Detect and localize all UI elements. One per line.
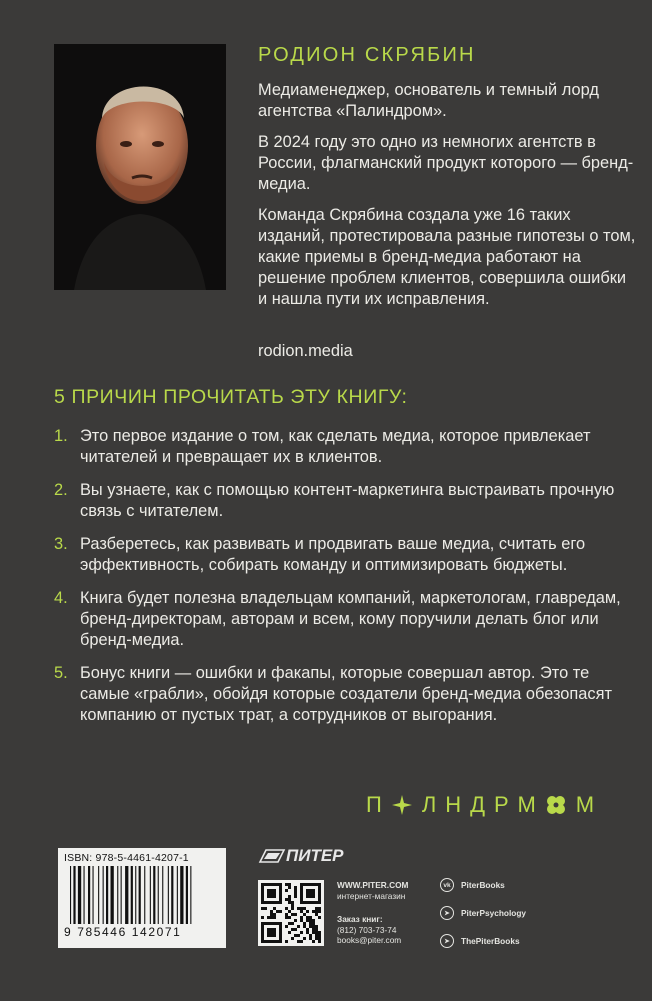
barcode-bars [64, 866, 220, 924]
social-link[interactable] [440, 906, 526, 920]
publisher-site-block [337, 880, 408, 901]
reason-text: Вы узнаете, как с помощью контент-маркетинга выстраивать прочную связь с читателем. [80, 481, 615, 520]
barcode-digits: 9 785446 142071 [64, 925, 182, 939]
social-link[interactable] [440, 878, 526, 892]
reason-number: 3. [54, 535, 68, 553]
reason-number: 1. [54, 427, 68, 445]
brand-letter: П [366, 792, 391, 817]
reason-number: 5. [54, 664, 68, 682]
order-phone: (812) 703-73-74 [337, 924, 397, 935]
telegram-icon: ➤ [440, 934, 454, 948]
order-email: books@piter.com [337, 935, 402, 945]
author-photo [54, 44, 226, 290]
reason-number: 2. [54, 481, 68, 499]
order-label: Заказ книг: [337, 914, 383, 924]
flower-icon [545, 794, 567, 816]
reason-item [54, 426, 624, 468]
publisher-site-note: интернет-магазин [337, 890, 406, 901]
bio-paragraph: В 2024 году это одно из немногих агентств в России, флагманский продукт которого — бренд-медиа. [258, 133, 634, 193]
qr-code [258, 880, 324, 946]
social-name: ThePiterBooks [461, 936, 520, 946]
publisher-site[interactable]: WWW.PITER.COM [337, 880, 409, 890]
reason-text: Разберетесь, как развивать и продвигать ваше медиа, считать его эффективность, собирать команду и оптимизировать бюджеты. [80, 535, 586, 574]
telegram-icon: ➤ [440, 906, 454, 920]
brand-text: ЛНДРМ [421, 792, 545, 817]
reason-text: Бонус книги — ошибки и факапы, которые совершал автор. Это те самые «грабли», обойдя которые создатели бренд-медиа обезопасят компанию от пустых трат, а сотрудников от выгорания. [80, 664, 612, 724]
piter-logo [258, 846, 344, 866]
reason-text: Книга будет полезна владельцам компаний, маркетологам, главредам, бренд-директорам, авторам и всем, кому поручили делать блог или бренд-медиа. [80, 589, 621, 649]
reasons-list [54, 426, 624, 738]
reason-item [54, 480, 624, 522]
vk-icon: vk [440, 878, 454, 892]
reason-item [54, 663, 624, 726]
author-bio [258, 80, 638, 320]
palindrom-logo [366, 792, 603, 818]
brand-letter: М [575, 792, 604, 817]
social-link[interactable] [440, 934, 526, 948]
reasons-title: 5 ПРИЧИН ПРОЧИТАТЬ ЭТУ КНИГУ: [54, 386, 408, 408]
sparkle-icon [391, 794, 413, 816]
reason-item [54, 534, 624, 576]
reason-text: Это первое издание о том, как сделать медиа, которое привлекает читателей и превращает их в клиентов. [80, 427, 591, 466]
bio-paragraph: Команда Скрябина создала уже 16 таких изданий, протестировала разные гипотезы о том, какие приемы в бренд-медиа работают на решение проблем клиентов, совершила ошибки и нашла пути их исправления. [258, 206, 636, 308]
reason-item [54, 588, 624, 651]
social-name: PiterPsychology [461, 908, 527, 918]
piter-mark-icon [258, 848, 286, 864]
author-site-link[interactable]: rodion.media [258, 342, 353, 360]
social-name: PiterBooks [461, 880, 505, 890]
author-name: РОДИОН СКРЯБИН [258, 44, 476, 66]
reason-number: 4. [54, 589, 68, 607]
bio-paragraph: Медиаменеджер, основатель и темный лорд агентства «Палиндром». [258, 81, 599, 120]
piter-name: ПИТЕР [286, 846, 344, 865]
order-block [337, 914, 401, 946]
social-links [440, 878, 526, 962]
barcode [58, 848, 226, 948]
isbn-label: ISBN: 978-5-4461-4207-1 [64, 852, 189, 864]
